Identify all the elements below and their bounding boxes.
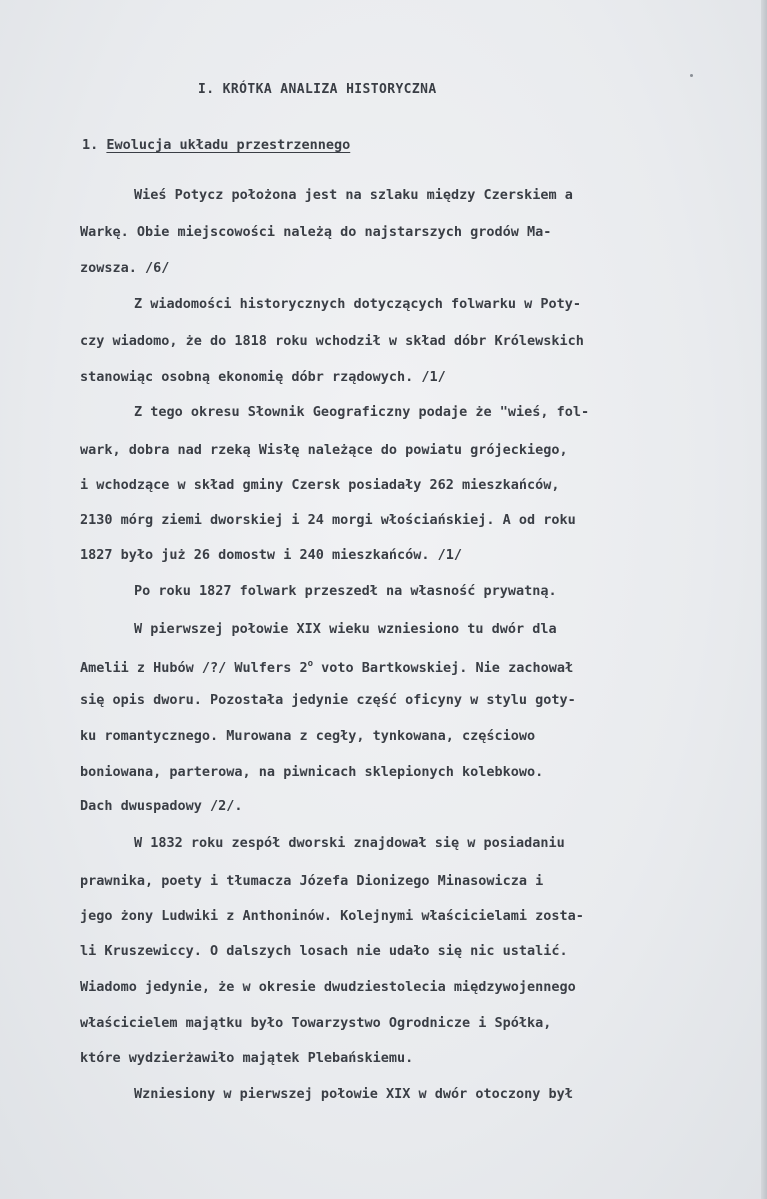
text-line [80,978,576,996]
text-line [80,1049,413,1067]
text-line [80,727,535,745]
line-text: Amelii z Hubów /?/ Wulfers 2 [80,660,308,676]
text-line [80,223,551,241]
line-text: ku romantycznego. Murowana z cegły, tynkowana, częściowo [80,728,536,744]
text-line [134,582,557,600]
line-text: Wzniesiony w pierwszej połowie XIX w dwór otoczony był [134,1086,573,1102]
line-text: czy wiadomo, że do 1818 roku wchodził w skład dóbr Królewskich [80,333,584,349]
section-number: 1. [82,137,99,153]
line-text: Dach dwuspadowy /2/. [80,798,243,814]
text-line [80,872,543,890]
line-text: jego żony Ludwiki z Anthoninów. Kolejnymi właścicielami zosta- [80,908,584,924]
text-line [80,476,560,494]
text-line [134,186,573,204]
text-line [80,691,576,709]
line-text: zowsza. /6/ [80,260,170,276]
line-text: wark, dobra nad rzeką Wisłę należące do powiatu grójeckiego, [80,442,568,458]
line-text: boniowana, parterowa, na piwnicach sklepionych kolebkowo. [80,764,544,780]
text-line [134,295,581,313]
text-line [80,797,243,815]
chapter-heading: I. KRÓTKA ANALIZA HISTORYCZNA [198,82,437,97]
text-line [134,620,557,638]
text-line [80,368,446,386]
line-text: W pierwszej połowie XIX wieku wzniesiono tu dwór dla [134,621,557,637]
line-text: 2130 mórg ziemi dworskiej i 24 morgi włościańskiej. A od roku [80,512,576,528]
line-text: się opis dworu. Pozostała jedynie część oficyny w stylu goty- [80,692,576,708]
line-text: Warkę. Obie miejscowości należą do najstarszych grodów Ma- [80,224,552,240]
line-text: W 1832 roku zespół dworski znajdował się w posiadaniu [134,835,565,851]
text-line [80,546,462,564]
line-text: właścicielem majątku było Towarzystwo Ogrodnicze i Spółka, [80,1015,552,1031]
page-edge-shadow [761,0,767,1199]
text-line [80,1014,551,1032]
line-text: stanowiąc osobną ekonomię dóbr rządowych. /1/ [80,369,446,385]
text-line [134,834,565,852]
section-title: Ewolucja układu przestrzennego [106,137,351,153]
text-line [80,332,584,350]
line-text: prawnika, poety i tłumacza Józefa Dionizego Minasowicza i [80,873,544,889]
text-line [80,441,568,459]
scan-speck [690,74,693,77]
line-text: Z tego okresu Słownik Geograficzny podaje że "wieś, fol- [134,404,590,420]
text-line [80,942,568,960]
line-text: Wiadomo jedynie, że w okresie dwudziestolecia międzywojennego [80,979,576,995]
line-text: i wchodzące w skład gminy Czersk posiadały 262 mieszkańców, [80,477,560,493]
text-line [80,655,573,677]
text-line [134,403,589,421]
text-line [80,511,576,529]
text-line [80,259,169,277]
text-line [134,1085,573,1103]
superscript: o [307,659,313,669]
line-text: które wydzierżawiło majątek Plebańskiemu. [80,1050,414,1066]
line-text: Wieś Potycz położona jest na szlaku między Czerskiem a [134,187,573,203]
line-text: li Kruszewiccy. O dalszych losach nie udało się nic ustalić. [80,943,568,959]
line-text-continued: voto Bartkowskiej. Nie zachował [313,660,574,676]
text-line [80,907,584,925]
text-line [80,763,543,781]
line-text: Z wiadomości historycznych dotyczących folwarku w Poty- [134,296,582,312]
section-heading [82,137,350,153]
line-text: Po roku 1827 folwark przeszedł na własność prywatną. [134,583,557,599]
line-text: 1827 było już 26 domostw i 240 mieszkańców. /1/ [80,547,463,563]
